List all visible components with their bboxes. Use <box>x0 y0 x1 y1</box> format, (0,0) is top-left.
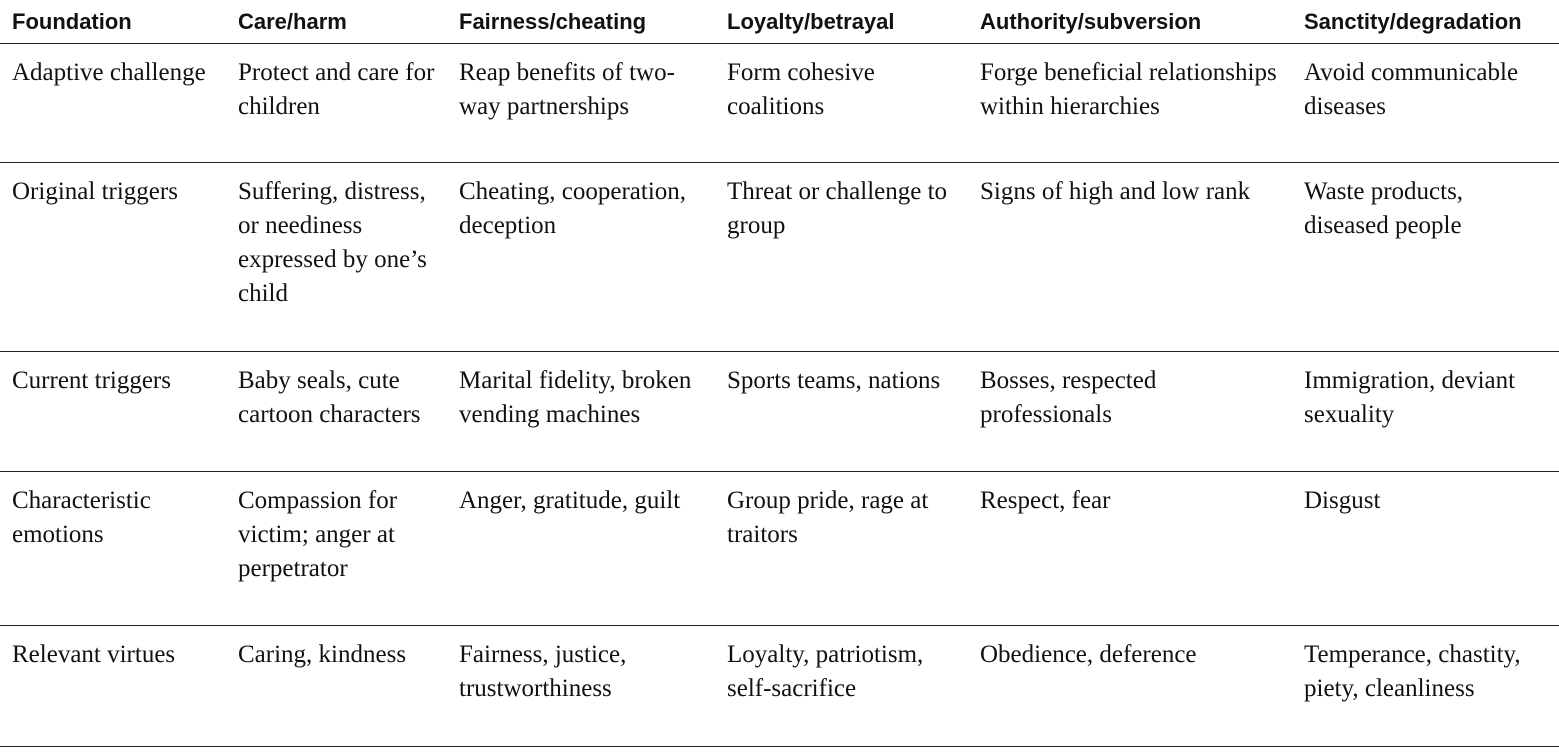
table-cell: Obedience, deference <box>968 626 1292 747</box>
header-loyalty-betrayal: Loyalty/betrayal <box>715 0 968 44</box>
table-row-adaptive-challenge <box>0 44 1559 163</box>
header-sanctity-degradation: Sanctity/degradation <box>1292 0 1559 44</box>
table-cell: Bosses, respected professionals <box>968 352 1292 472</box>
table-cell: Baby seals, cute cartoon characters <box>226 352 447 472</box>
table-cell: Compassion for victim; anger at perpetrator <box>226 472 447 626</box>
header-authority-subversion: Authority/subversion <box>968 0 1292 44</box>
table-cell: Sports teams, nations <box>715 352 968 472</box>
table-row-characteristic-emotions <box>0 472 1559 626</box>
table-cell: Suffering, distress, or neediness expressed by one’s child <box>226 163 447 352</box>
header-fairness-cheating: Fairness/cheating <box>447 0 715 44</box>
table-cell: Signs of high and low rank <box>968 163 1292 352</box>
table-cell: Respect, fear <box>968 472 1292 626</box>
table-cell: Form cohesive coalitions <box>715 44 968 163</box>
row-label: Adaptive challenge <box>0 44 226 163</box>
table-cell: Reap benefits of two-way partnerships <box>447 44 715 163</box>
table-cell: Immigration, deviant sexuality <box>1292 352 1559 472</box>
table-cell: Caring, kindness <box>226 626 447 747</box>
table-cell: Loyalty, patriotism, self-sacrifice <box>715 626 968 747</box>
table-cell: Forge beneficial relationships within hierarchies <box>968 44 1292 163</box>
table-cell: Avoid communicable diseases <box>1292 44 1559 163</box>
header-care-harm: Care/harm <box>226 0 447 44</box>
table-cell: Anger, gratitude, guilt <box>447 472 715 626</box>
table-cell: Group pride, rage at traitors <box>715 472 968 626</box>
row-label: Current triggers <box>0 352 226 472</box>
table-cell: Cheating, cooperation, deception <box>447 163 715 352</box>
table-cell: Fairness, justice, trustworthiness <box>447 626 715 747</box>
table-cell: Marital fidelity, broken vending machines <box>447 352 715 472</box>
row-label: Characteristic emotions <box>0 472 226 626</box>
table-row-current-triggers <box>0 352 1559 472</box>
header-foundation: Foundation <box>0 0 226 44</box>
table-header-row <box>0 0 1559 44</box>
table-row-original-triggers <box>0 163 1559 352</box>
table-cell: Temperance, chastity, piety, cleanliness <box>1292 626 1559 747</box>
table-row-relevant-virtues <box>0 626 1559 747</box>
table-cell: Threat or challenge to group <box>715 163 968 352</box>
table-cell: Protect and care for children <box>226 44 447 163</box>
row-label: Original triggers <box>0 163 226 352</box>
table-cell: Waste products, diseased people <box>1292 163 1559 352</box>
table-cell: Disgust <box>1292 472 1559 626</box>
row-label: Relevant virtues <box>0 626 226 747</box>
